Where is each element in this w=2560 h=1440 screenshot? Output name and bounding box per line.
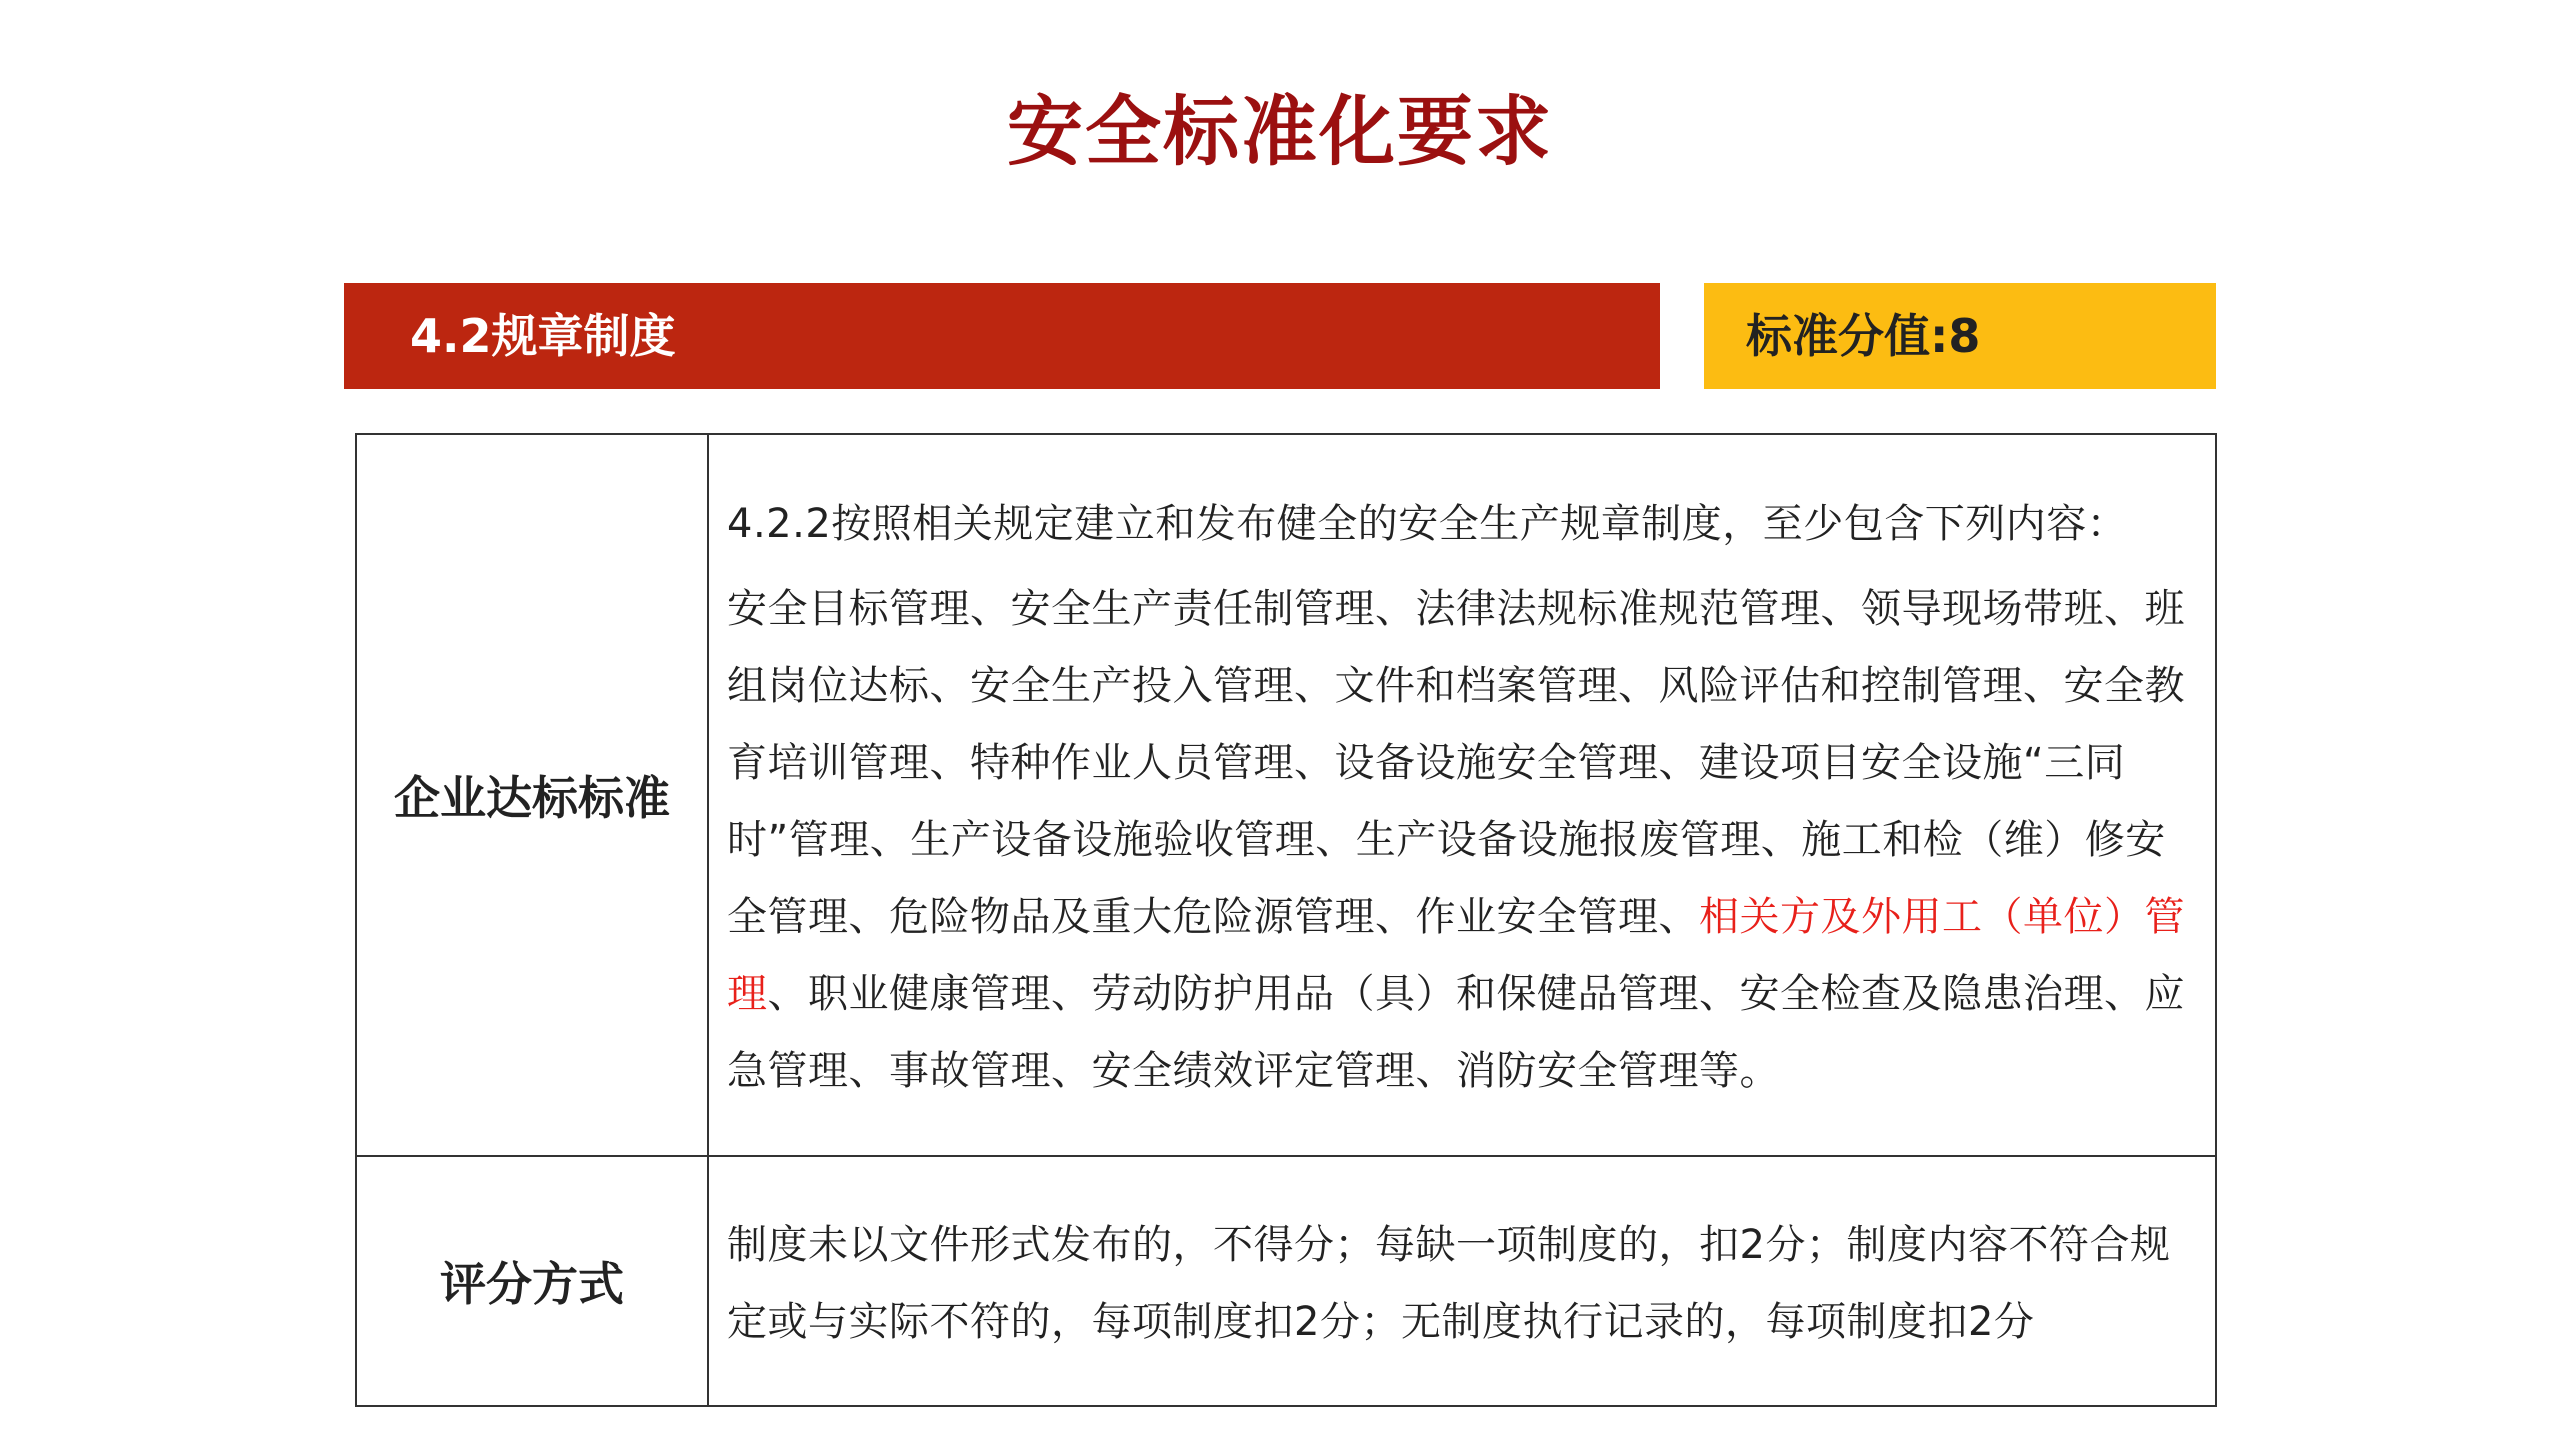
row-label-standard: 企业达标标准 (356, 434, 708, 1156)
table-row (356, 434, 2216, 1156)
section-header (344, 283, 1660, 389)
standard-body (727, 571, 2197, 1110)
score-label: 标准分值:8 (1746, 309, 1981, 363)
table-row (356, 1156, 2216, 1406)
score-badge (1704, 283, 2216, 389)
section-label: 4.2规章制度 (410, 309, 676, 363)
row-content-scoring (708, 1156, 2216, 1406)
standard-intro: 4.2.2按照相关规定建立和发布健全的安全生产规章制度，至少包含下列内容： (727, 501, 2128, 547)
standard-body-text-end: 、职业健康管理、劳动防护用品（具）和保健品管理、安全检查及隐患治理、应急管理、事故管理、安全绩效评定管理、消防安全管理等。 (727, 971, 2185, 1094)
row-label-scoring: 评分方式 (356, 1156, 708, 1406)
scoring-body: 制度未以文件形式发布的，不得分；每缺一项制度的，扣2分；制度内容不符合规定或与实际不符的，每项制度扣2分；无制度执行记录的，每项制度扣2分 (727, 1222, 2171, 1345)
standard-highlight-text: 相关方及外用工（单位）管理 (727, 894, 2185, 1017)
row-content-standard (708, 434, 2216, 1156)
page-title: 安全标准化要求 (1007, 87, 1553, 176)
standard-body-text: 安全目标管理、安全生产责任制管理、法律法规标准规范管理、领导现场带班、班组岗位达标、安全生产投入管理、文件和档案管理、风险评估和控制管理、安全教育培训管理、特种作业人员管理、设备设施安全管理、建设项目安全设施“三同时”管理、生产设备设施验收管理、生产设备设施报废管理、施工和检（维）修安全管理、危险物品及重大危险源管理、作业安全管理、 (727, 586, 2185, 940)
requirements-table (355, 433, 2217, 1407)
